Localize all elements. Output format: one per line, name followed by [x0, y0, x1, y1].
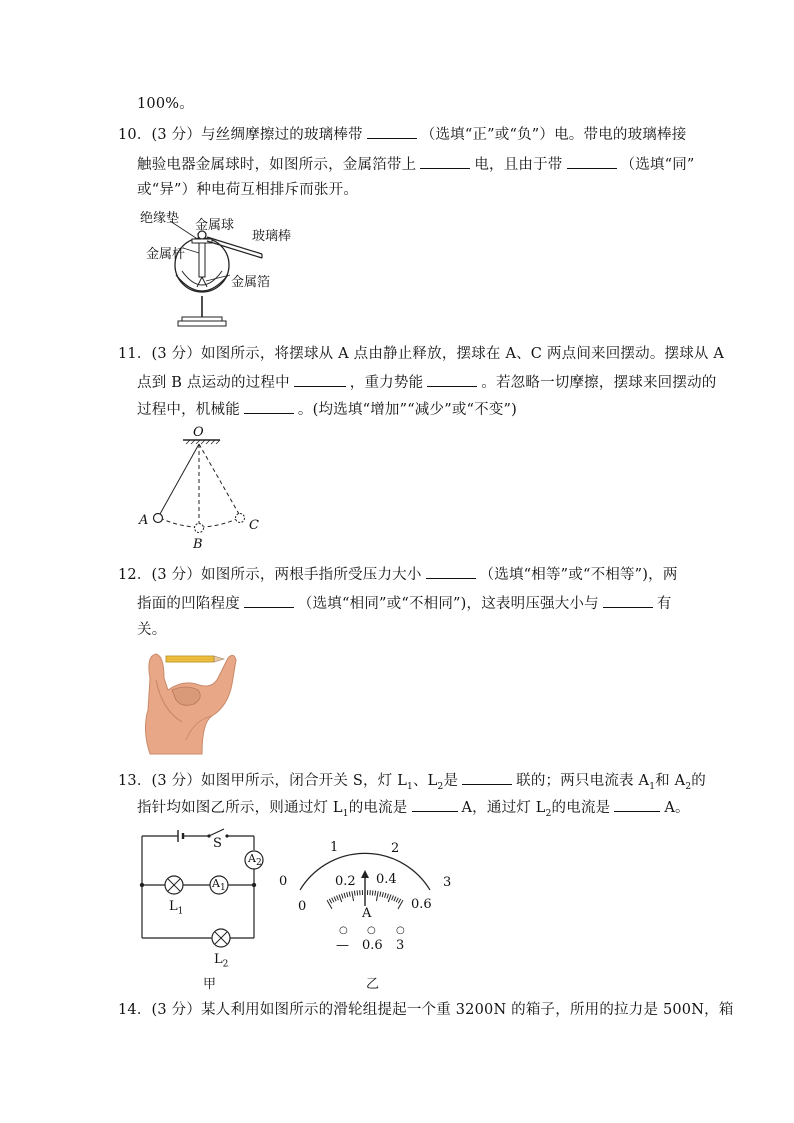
dial-bottom-tick-1: 0.2 — [335, 874, 356, 889]
q11-text: 。若忽略一切摩擦，摆球来回摆动的 — [481, 375, 717, 391]
q12-blank-1[interactable] — [426, 564, 476, 579]
q10-text: 触验电器金属球时，如图所示，金属箔带上 — [137, 157, 417, 173]
dial-bottom-tick-2: 0.4 — [376, 872, 397, 887]
q10-text: （选填“同” — [620, 157, 695, 173]
caption-jia: 甲 — [203, 977, 217, 992]
q13-text: 是 — [443, 773, 459, 789]
q11-line-3 — [137, 399, 517, 420]
q13-sub: 2 — [685, 781, 692, 792]
dial-tick — [347, 892, 348, 897]
dial-tick — [396, 898, 398, 902]
label-metal-ball: 金属球 — [195, 218, 235, 233]
dial-tick — [334, 897, 336, 902]
q13-sub: 2 — [437, 781, 444, 792]
q12-line-2 — [137, 593, 672, 614]
label-insulator: 绝缘垫 — [140, 211, 180, 226]
q11-text: 。(均选填“增加”“减少”或“不变”) — [297, 402, 517, 418]
dial-tick — [376, 891, 378, 901]
label-lamp-l1 — [169, 899, 183, 917]
label-a: A — [139, 513, 149, 528]
q13-text: 联的；两只电流表 A — [516, 773, 650, 789]
q11-line-2 — [137, 372, 716, 393]
dial-bottom-tick-3: 0.6 — [411, 897, 432, 912]
label-metal-bar: 金属杆 — [146, 247, 186, 262]
label-o: O — [193, 425, 204, 440]
label-ammeter-a1 — [212, 877, 226, 893]
fingers-pencil-image — [142, 650, 242, 754]
q11-text: 点到 B 点运动的过程中 — [137, 375, 290, 391]
q13-text: 的 — [691, 773, 706, 789]
dial-tick — [337, 896, 339, 901]
dial-top-tick-1: 1 — [330, 840, 339, 855]
q13-line-2 — [137, 797, 690, 824]
label-ammeter-a1-text: A — [212, 877, 220, 890]
circuit-diagram — [138, 828, 278, 948]
terminal-3: 3 — [396, 938, 405, 953]
label-lamp-l1-text: L — [169, 899, 178, 914]
q13-text: 、L — [412, 773, 438, 789]
dial-tick — [388, 895, 391, 903]
dial-tick — [375, 891, 376, 896]
q13-sub: 2 — [545, 808, 552, 819]
q14-line-1: 14．(3 分）某人利用如图所示的滑轮组提起一个重 3200N 的箱子，所用的拉力是 500N，箱 — [118, 1002, 734, 1018]
dial-bottom-tick-0: 0 — [298, 899, 307, 914]
q10-text: （选填“正”或“负”）电。带电的玻璃棒接 — [420, 127, 687, 143]
dial-tick — [329, 899, 331, 903]
q12-blank-2[interactable] — [244, 593, 294, 608]
q10-blank-1[interactable] — [367, 124, 417, 139]
q11-text: ，重力势能 — [349, 375, 424, 391]
terminal-marker: ○ — [339, 925, 348, 936]
label-ammeter-a2 — [248, 852, 262, 868]
label-lamp-l2 — [214, 952, 228, 970]
q13-text: 的电流是 — [551, 800, 611, 816]
q11-blank-3[interactable] — [244, 399, 294, 414]
label-b: B — [193, 537, 203, 552]
dial-tick — [332, 898, 334, 902]
dial-tick — [352, 891, 354, 901]
dial-top-tick-2: 2 — [391, 841, 400, 856]
q11-text: 过程中，机械能 — [137, 402, 240, 418]
q10-line-2 — [137, 154, 695, 175]
q13-sub: 1 — [649, 781, 656, 792]
q11-line-1: 11．(3 分）如图所示，将摆球从 A 点由静止释放，摆球在 A、C 两点间来回摆动。摆球从 A — [118, 346, 725, 362]
q12-blank-3[interactable] — [603, 593, 653, 608]
q13-blank-3[interactable] — [614, 797, 660, 812]
q12-text: （选填“相同”或“不相同”)，这表明压强大小与 — [297, 596, 599, 612]
dial-tick — [394, 897, 396, 902]
label-switch-s: S — [213, 836, 222, 851]
q13-sub: 1 — [342, 808, 349, 819]
q13-text: 指针均如图乙所示，则通过灯 L — [137, 800, 343, 816]
label-ammeter-a1-sub: 1 — [219, 883, 226, 894]
terminal-marker: ○ — [396, 925, 405, 936]
q12-text: 有 — [656, 596, 672, 612]
label-ammeter-a2-text: A — [248, 852, 256, 865]
q10-line-1 — [118, 124, 686, 145]
dial-unit: A — [362, 906, 372, 921]
q11-blank-2[interactable] — [427, 372, 477, 387]
q12-line-1 — [118, 564, 678, 585]
dial-tick — [392, 896, 394, 901]
label-lamp-l2-sub: 2 — [222, 959, 229, 970]
dial-tick — [342, 894, 344, 899]
q11-blank-1[interactable] — [294, 372, 346, 387]
terminal-0.6: 0.6 — [362, 938, 383, 953]
q12-text: （选填“相等”或“不相等”)，两 — [479, 567, 678, 583]
label-lamp-l2-text: L — [214, 952, 223, 967]
q10-blank-2[interactable] — [420, 154, 470, 169]
q10-blank-3[interactable] — [567, 154, 617, 169]
dial-tick — [344, 893, 345, 898]
dial-tick — [387, 894, 389, 899]
q10-line-3: 或“异”）种电荷互相排斥而张开。 — [137, 182, 359, 198]
dial-tick — [354, 891, 355, 896]
dial-tick — [398, 899, 400, 903]
dial-tick — [349, 892, 350, 897]
q13-text: A，通过灯 L — [461, 800, 546, 816]
q13-sub: 1 — [407, 781, 413, 792]
q13-blank-1[interactable] — [462, 770, 512, 785]
q12-text: 12．(3 分）如图所示，两根手指所受压力大小 — [118, 567, 422, 583]
dial-top-tick-3: 3 — [443, 875, 452, 890]
q9-tail: 100%。 — [137, 96, 194, 112]
q12-text: 指面的凹陷程度 — [137, 596, 240, 612]
q13-text: 和 A — [655, 773, 686, 789]
label-ammeter-a2-sub: 2 — [255, 858, 262, 869]
dial-tick — [357, 890, 358, 895]
q13-blank-2[interactable] — [412, 797, 458, 812]
q13-text: 的电流是 — [348, 800, 408, 816]
caption-yi: 乙 — [366, 977, 380, 992]
q10-text: 10．(3 分）与丝绸摩擦过的玻璃棒带 — [118, 127, 363, 143]
q10-text: 电，且由于带 — [474, 157, 563, 173]
dial-top-tick-0: 0 — [279, 874, 288, 889]
dial-tick — [339, 895, 342, 903]
q13-text: A。 — [664, 800, 690, 816]
q12-line-3: 关。 — [137, 622, 167, 638]
dial-tick — [380, 892, 381, 897]
dial-tick — [382, 892, 383, 897]
label-glass-rod: 玻璃棒 — [252, 229, 292, 244]
dial-tick — [372, 890, 373, 895]
terminal-marker: ○ — [367, 925, 376, 936]
q13-text: 13．(3 分）如图甲所示，闭合开关 S，灯 L — [118, 773, 408, 789]
label-metal-foil: 金属箔 — [231, 275, 271, 290]
dial-tick — [385, 893, 386, 898]
terminal-negative: — — [336, 938, 349, 953]
label-lamp-l1-sub: 1 — [177, 906, 184, 917]
pendulum-figure — [140, 428, 280, 548]
q13-line-1 — [118, 770, 706, 797]
label-c: C — [249, 518, 259, 533]
